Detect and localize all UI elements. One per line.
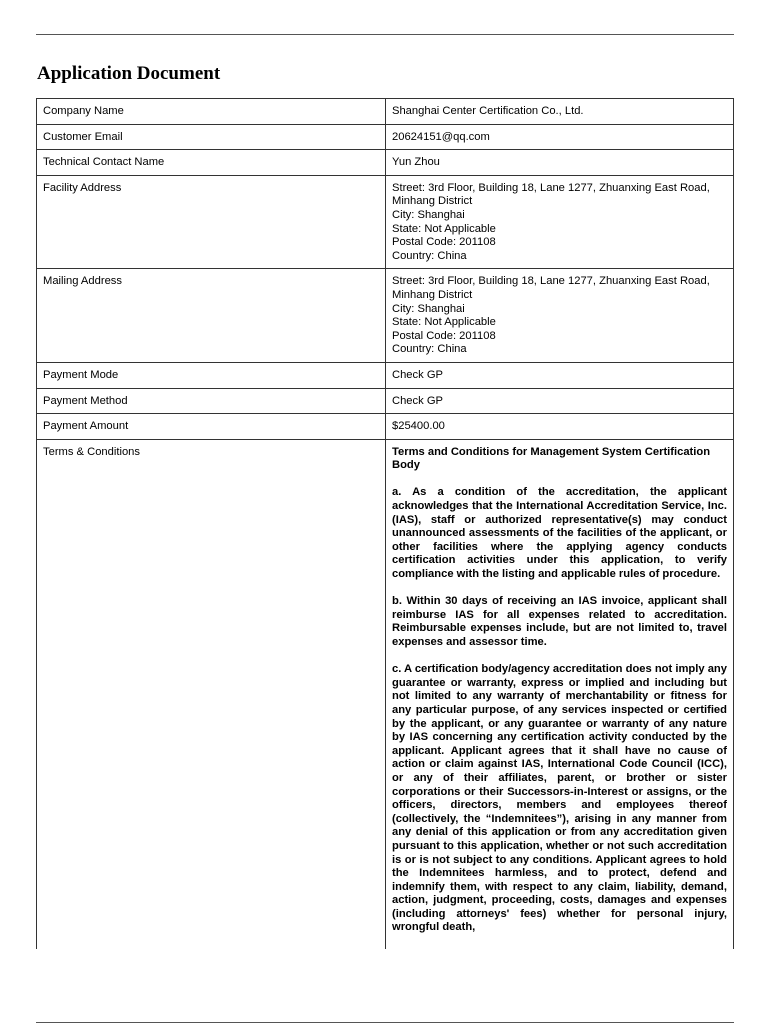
table-row [37,439,734,948]
page-title: Application Document [37,63,221,84]
application-table [36,98,734,949]
field-value: 20624151@qq.com [386,124,734,150]
field-label: Payment Method [37,388,386,414]
field-value: Street: 3rd Floor, Building 18, Lane 1277, Zhuanxing East Road, Minhang District City: Shanghai State: Not Applicable Postal Code: 201108 Country: China [386,175,734,269]
terms-paragraph: b. Within 30 days of receiving an IAS invoice, applicant shall reimburse IAS for all expenses related to accreditation. Reimbursable expenses include, but are not limited to, travel expenses and assessor time. [392,595,727,648]
field-value: Check GP [386,362,734,388]
table-row [37,388,734,414]
field-label: Facility Address [37,175,386,269]
terms-paragraph: a. As a condition of the accreditation, the applicant acknowledges that the International Accreditation Service, Inc. (IAS), staff or authorized representative(s) may conduct unannounced assessments of the facilities of the applicant, or other facilities where the applying agency conducts certification activities under this application, to verify compliance with the listing and applicable rules of procedure. [392,486,727,581]
field-label: Terms & Conditions [37,439,386,948]
top-rule [36,34,734,35]
table-row [37,362,734,388]
table-row [37,150,734,176]
terms-paragraph: c. A certification body/agency accreditation does not imply any guarantee or warranty, express or implied and including but not limited to any warranty of merchantability or fitness for any particular purpose, of any services inspected or certified by the applicant, or any guarantee or warranty of any nature by IAS concerning any certification activity conducted by the applicant. Applicant agrees that it shall have no cause of action or claim against IAS, International Code Council (ICC), or any of their affiliates, parent, or brother or sister corporations or their Successors-in-Interest or assigns, or the officers, directors, members and employees thereof (collectively, the “Indemnitees”), arising in any manner from any denial of this application or from any accreditation given pursuant to this application, whether or not such accreditation is or is not subject to any conditions. Applicant agrees to hold the Indemnitees harmless, and to protect, defend and indemnify them, with respect to any claim, liability, demand, action, judgment, proceeding, costs, damages and expenses (including attorneys' fees) whether for personal injury, wrongful death, [392,663,727,934]
field-label: Mailing Address [37,269,386,363]
terms-heading: Terms and Conditions for Management System Certification Body [392,445,711,472]
field-label: Customer Email [37,124,386,150]
field-label: Payment Amount [37,414,386,440]
table-row [37,99,734,125]
field-label: Technical Contact Name [37,150,386,176]
field-value: Check GP [386,388,734,414]
field-value: $25400.00 [386,414,734,440]
table-row [37,414,734,440]
bottom-rule [36,1022,734,1023]
field-value: Yun Zhou [386,150,734,176]
table-row [37,175,734,269]
field-label: Payment Mode [37,362,386,388]
table-row [37,269,734,363]
field-label: Company Name [37,99,386,125]
table-row [37,124,734,150]
field-value: Shanghai Center Certification Co., Ltd. [386,99,734,125]
field-value: Street: 3rd Floor, Building 18, Lane 1277, Zhuanxing East Road, Minhang District City: Shanghai State: Not Applicable Postal Code: 201108 Country: China [386,269,734,363]
terms-text [386,439,734,948]
